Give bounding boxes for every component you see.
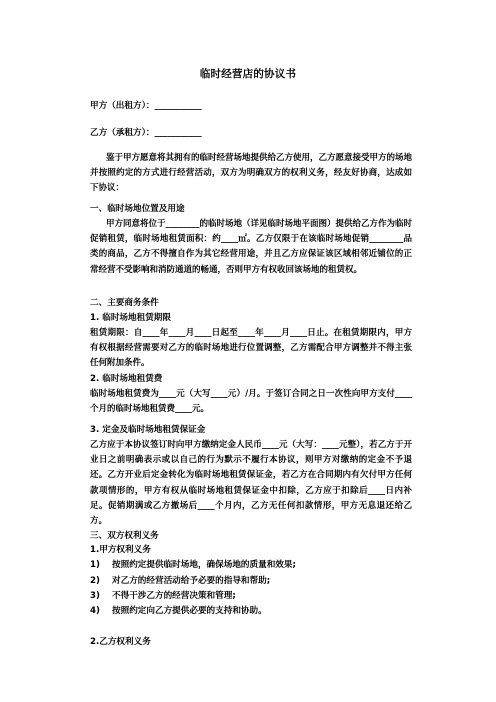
list-item: 1) 按照约定提供临时场地，确保场地的质量和效果; [90,560,296,570]
party-a-line: 甲方（出租方）：___________ [90,101,202,111]
list-item: 2) 对乙方的经营活动给予必要的指导和帮助; [90,576,271,586]
section-3-sub2-heading: 2.乙方权利义务 [90,637,151,647]
document-title: 临时经营店的协议书 [199,68,297,80]
section-2-sub3-body: 乙方应于本协议签订时向甲方缴纳定金人民币____元（大写：____元整），若乙方于开业日之前明确表示或以自己的行为默示不履行本协议，则甲方对缴纳的定金不予退还。乙方开业后定金转化为临时场地租赁保证金，若乙方在合同期内有欠付甲方任何款项情形的，甲方有权从临时场地租赁保证金中扣除，乙方应于扣除后____日内补足。促销期满或乙方撤场后____个月内，乙方无任何扣款情形，甲方无息退还给乙方。 [90,440,412,527]
section-2-sub3-heading: 3. 定金及临时场地租赁保证金 [90,425,206,435]
section-3-sub1-heading: 1.甲方权利义务 [90,545,151,555]
section-1-heading: 一、临时场地位置及用途 [90,204,185,214]
section-2-sub1-heading: 1. 临时场地租赁期限 [90,313,171,323]
section-1-body: 甲方同意将位于________的临时场地（详见临时场地平面图）提供给乙方作为临时促销租赁，临时场地租赁面积：约____㎡。乙方仅限于在该临时场地促销________品类的商品，乙方不得擅自作为其它经营用途，并且乙方应保证该区域相邻近铺位的正常经营不受影响和消防通道的畅通，否则甲方有权收回该场地的租赁权。 [90,219,413,275]
section-3-heading: 三、双方权利义务 [90,531,159,541]
section-2-sub1-body: 租赁期限：自____年____月____日起至____年____月____日止。在租赁期限内，甲方有权根据经营需要对乙方的临时场地进行位置调整，乙方需配合甲方调整并不得主张任何附加条件。 [90,328,412,369]
section-2-sub2-heading: 2. 临时场地租赁费 [90,374,163,384]
list-item: 4) 按照约定向乙方提供必要的支持和协助。 [90,606,267,616]
party-b-line: 乙方（承租方）：___________ [90,128,202,138]
section-2-heading: 二、主要商务条件 [90,298,159,308]
intro-paragraph: 鉴于甲方愿意将其拥有的临时经营场地提供给乙方使用，乙方愿意接受甲方的场地并按照约定的方式进行经营活动，双方为明确双方的权利义务，经友好协商，达成如下协议： [90,153,413,194]
list-item: 3) 不得干涉乙方的经营决策和管理; [90,591,236,601]
section-2-sub2-body: 临时场地租赁费为____元（大写____元）/月。于签订合同之日一次性向甲方支付____个月的临时场地租赁费____元。 [90,389,412,415]
